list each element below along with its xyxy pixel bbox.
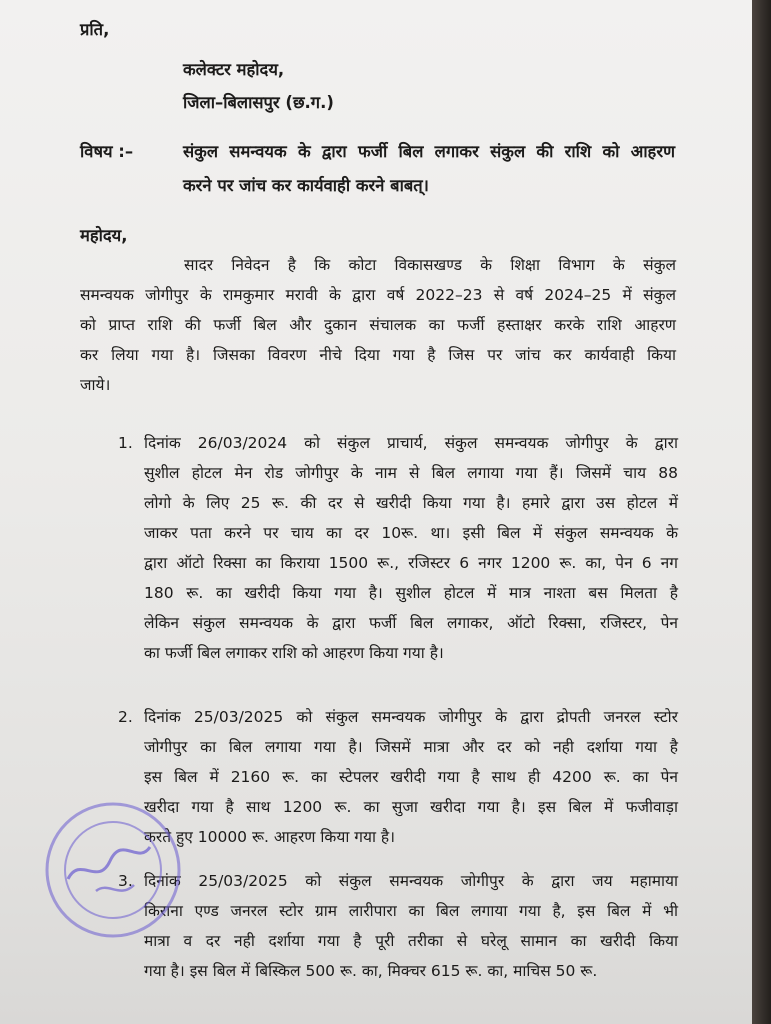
intro-line: समन्वयक जोगीपुर के रामकुमार मरावी के द्वारा वर्ष 2022–23 से वर्ष 2024–25 में संकुल xyxy=(80,286,676,304)
item-line: किराना एण्ड जनरल स्टोर ग्राम लारीपारा का बिल लगाया गया है, इस बिल में भी xyxy=(144,902,678,920)
list-item-2 xyxy=(118,702,678,852)
item-line: करते हुए 10000 रू. आहरण किया गया है। xyxy=(144,828,396,846)
item-line: जाकर पता करने पर चाय का दर 10रू. था। इसी बिल में संकुल समन्वयक के xyxy=(144,524,678,542)
item-line: दिनांक 25/03/2025 को संकुल समन्वयक जोगीपुर के द्वारा जय महामाया xyxy=(144,872,678,890)
district: जिला–बिलासपुर (छ.ग.) xyxy=(183,93,334,112)
subject-line-2: करने पर जांच कर कार्यवाही करने बाबत्। xyxy=(183,176,429,195)
intro-line: कर लिया गया है। जिसका विवरण नीचे दिया गया है जिस पर जांच कर कार्यवाही किया xyxy=(80,346,676,364)
subject-label: विषय :– xyxy=(80,142,134,161)
item-line: मात्रा व दर नही दर्शाया गया है पूरी तरीका से घरेलू सामान का खरीदी किया xyxy=(144,932,678,950)
item-number: 3. xyxy=(118,872,133,890)
item-line: खरीदा गया है साथ 1200 रू. का सुजा खरीदा गया है। इस बिल में फजीवाड़ा xyxy=(144,798,678,816)
item-line: 180 रू. का खरीदी किया गया है। सुशील होटल में मात्र नाश्ता बस मिलता है xyxy=(144,584,678,602)
to-label: प्रति, xyxy=(80,20,110,39)
item-number: 1. xyxy=(118,434,133,452)
intro-paragraph xyxy=(80,250,676,400)
received-stamp xyxy=(38,795,188,945)
item-number: 2. xyxy=(118,708,133,726)
item-line: गया है। इस बिल में बिस्किल 500 रू. का, मिक्चर 615 रू. का, माचिस 50 रू. xyxy=(144,962,598,980)
page-shadow-edge xyxy=(752,0,771,1024)
salutation: महोदय, xyxy=(80,226,128,245)
intro-line: जाये। xyxy=(80,376,111,394)
intro-line: सादर निवेदन है कि कोटा विकासखण्ड के शिक्षा विभाग के संकुल xyxy=(184,256,676,274)
intro-line: को प्राप्त राशि की फर्जी बिल और दुकान संचालक का फर्जी हस्ताक्षर करके राशि आहरण xyxy=(80,316,676,334)
subject-line-1: संकुल समन्वयक के द्वारा फर्जी बिल लगाकर संकुल की राशि को आहरण xyxy=(183,142,675,161)
item-line: जोगीपुर का बिल लगाया गया है। जिसमें मात्रा और दर को नही दर्शाया गया है xyxy=(144,738,678,756)
item-line: दिनांक 26/03/2024 को संकुल प्राचार्य, संकुल समन्वयक जोगीपुर के द्वारा xyxy=(144,434,678,452)
item-line: सुशील होटल मेन रोड जोगीपुर के नाम से बिल लगाया गया हैं। जिसमें चाय 88 xyxy=(144,464,678,482)
item-line: द्वारा ऑटो रिक्सा का किराया 1500 रू., रजिस्टर 6 नगर 1200 रू. का, पेन 6 नग xyxy=(144,554,678,572)
item-line: दिनांक 25/03/2025 को संकुल समन्वयक जोगीपुर के द्वारा द्रोपती जनरल स्टोर xyxy=(144,708,678,726)
item-line: इस बिल में 2160 रू. का स्टेपलर खरीदी गया है साथ ही 4200 रू. का पेन xyxy=(144,768,678,786)
item-line: का फर्जी बिल लगाकर राशि को आहरण किया गया है। xyxy=(144,644,444,662)
list-item-1 xyxy=(118,428,678,668)
item-line: लेकिन संकुल समन्वयक के द्वारा फर्जी बिल लगाकर, ऑटो रिक्सा, रजिस्टर, पेन xyxy=(144,614,678,632)
addressee: कलेक्टर महोदय, xyxy=(183,60,285,79)
list-item-3 xyxy=(118,866,678,986)
item-line: लोगो के लिए 25 रू. की दर से खरीदी किया गया है। हमारे द्वारा उस होटल में xyxy=(144,494,678,512)
